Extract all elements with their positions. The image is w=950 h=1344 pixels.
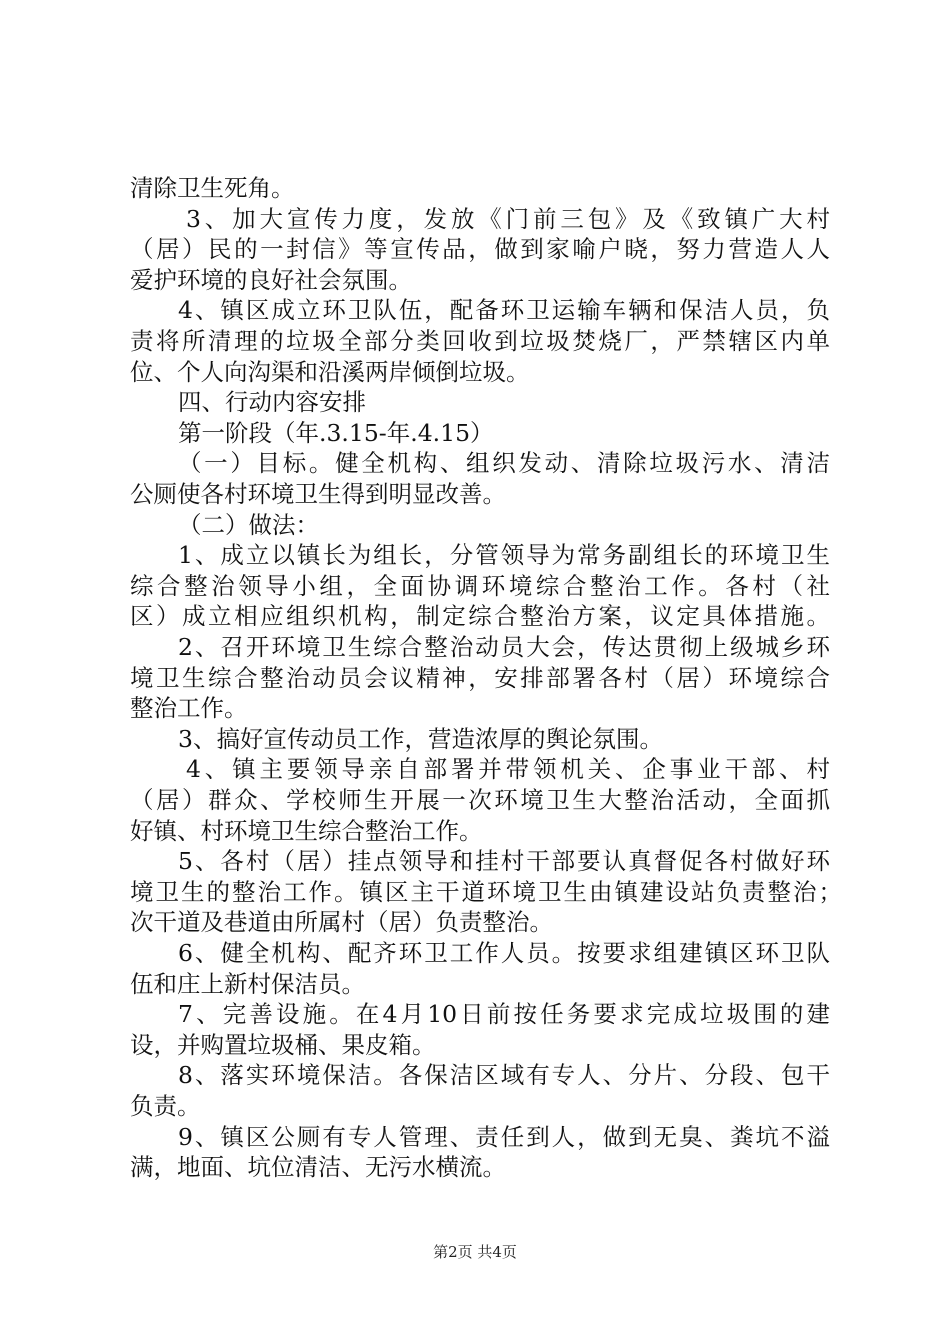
subheading: （二）做法： [178,510,319,539]
text-line: 境卫生的整治工作。镇区主干道环境卫生由镇建设站负责整治； [130,877,842,906]
text-line: 5、各村（居）挂点领导和挂村干部要认真督促各村做好环 [178,847,830,876]
text-line: 区）成立相应组织机构，制定综合整治方案，议定具体措施。 [130,602,830,631]
text-line: 位、个人向沟渠和沿溪两岸倾倒垃圾。 [130,357,530,386]
text-line: （一）目标。健全机构、组织发动、清除垃圾污水、清洁 [178,449,830,478]
text-line: 7、完善设施。在4月10日前按任务要求完成垃圾围的建 [178,1000,830,1029]
text-line: （居）群众、学校师生开展一次环境卫生大整治活动，全面抓 [130,786,830,814]
text-line: 4、镇区成立环卫队伍，配备环卫运输车辆和保洁人员，负 [178,296,830,325]
text-line: 爱护环境的良好社会氛围。 [130,265,412,294]
text-line: （居）民的一封信》等宣传品，做到家喻户晓，努力营造人人 [130,235,830,264]
text-line: 境卫生综合整治动员会议精神，安排部署各村（居）环境综合 [130,663,830,692]
text-line: 伍和庄上新村保洁员。 [130,969,365,998]
text-line: 设，并购置垃圾桶、果皮箱。 [130,1030,436,1059]
text-line: 整治工作。 [130,694,248,723]
text-line: 清除卫生死角。 [130,174,295,202]
text-line: 9、镇区公厕有专人管理、责任到人，做到无臭、粪坑不溢 [178,1122,830,1151]
stage-heading: 第一阶段（年.3.15-年.4.15） [178,418,494,447]
text-line: 3、搞好宣传动员工作，营造浓厚的舆论氛围。 [178,724,663,753]
text-line: 8、落实环境保洁。各保洁区域有专人、分片、分段、包干 [178,1061,830,1090]
text-line: 1、成立以镇长为组长，分管领导为常务副组长的环境卫生 [178,541,830,570]
text-line: 负责。 [130,1092,201,1120]
text-line: 3、加大宣传力度，发放《门前三包》及《致镇广大村 [186,204,830,233]
text-line: 2、召开环境卫生综合整治动员大会，传达贯彻上级城乡环 [178,633,830,661]
section-heading: 四、行动内容安排 [178,388,366,417]
text-line: 4、镇主要领导亲自部署并带领机关、企事业干部、村 [186,755,830,784]
page-number-footer: 第2页 共4页 [433,1243,517,1261]
text-line: 6、健全机构、配齐环卫工作人员。按要求组建镇区环卫队 [178,939,830,967]
text-line: 满，地面、坑位清洁、无污水横流。 [130,1153,506,1182]
text-line: 次干道及巷道由所属村（居）负责整治。 [130,908,553,937]
text-line: 综合整治领导小组，全面协调环境综合整治工作。各村（社 [130,571,830,600]
text-line: 公厕使各村环境卫生得到明显改善。 [130,480,506,508]
text-line: 好镇、村环境卫生综合整治工作。 [130,816,483,845]
text-line: 责将所清理的垃圾全部分类回收到垃圾焚烧厂，严禁辖区内单 [130,327,830,355]
